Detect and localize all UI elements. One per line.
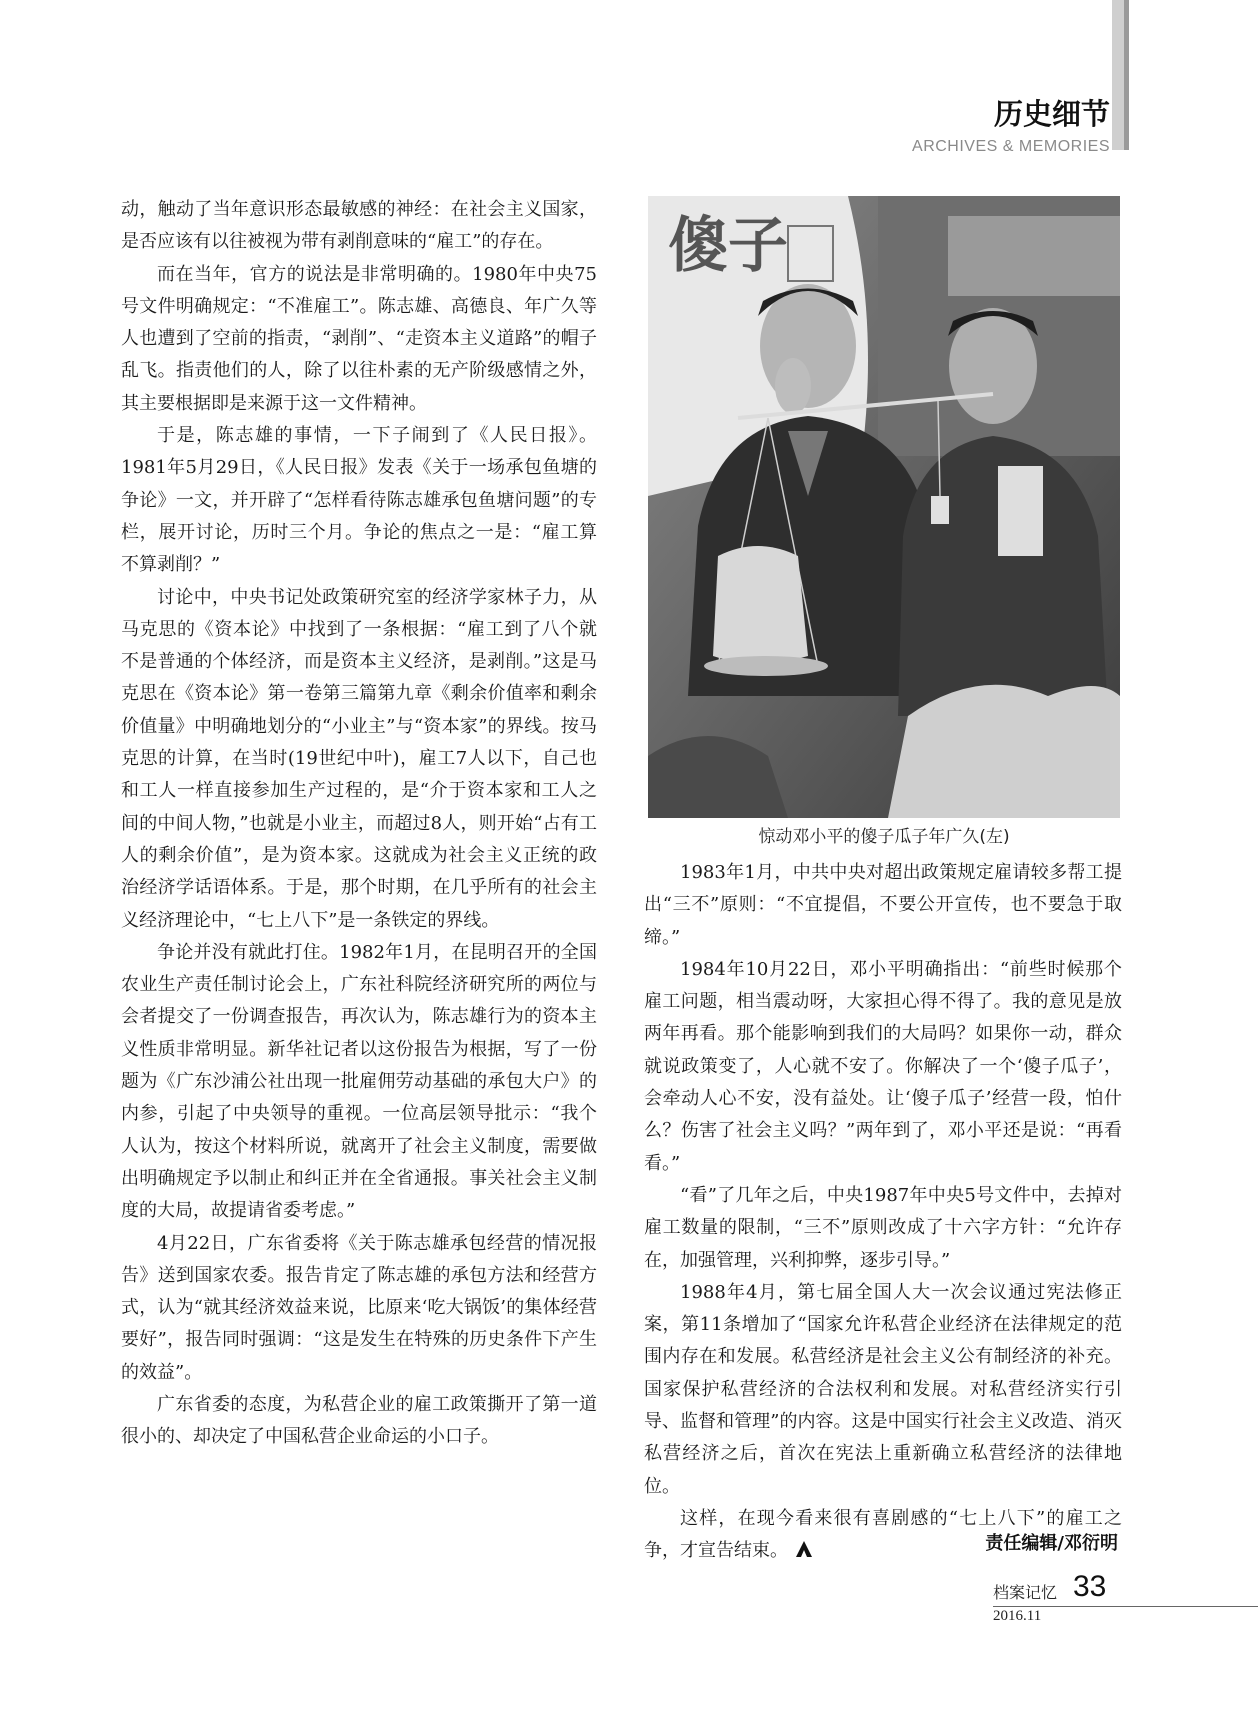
left-text-column (121, 194, 597, 1454)
paragraph: 广东省委的态度，为私营企业的雇工政策撕开了第一道很小的、却决定了中国私营企业命运的小口子。 (121, 1393, 597, 1448)
paragraph: 动，触动了当年意识形态最敏感的神经：在社会主义国家，是否应该有以往被视为带有剥削意味的“雇工”的存在。 (121, 199, 597, 253)
paragraph: “看”了几年之后，中央1987年中央5号文件中，去掉对雇工数量的限制，“三不”原则改成了十六字方针：“允许存在，加强管理，兴利抑弊，逐步引导。” (644, 1184, 1122, 1271)
page-number: 33 (1073, 1570, 1107, 1603)
paragraph: 1983年1月，中共中央对超出政策规定雇请较多帮工提出“三不”原则：“不宜提倡，不要公开宣传，也不要急于取缔。” (644, 862, 1122, 948)
paragraph: 4月22日，广东省委将《关于陈志雄承包经营的情况报告》送到国家农委。报告肯定了陈志雄的承包方法和经营方式，认为“就其经济效益来说，比原来‘吃大锅饭’的集体经营要好”，报告同时强调：“这是发生在特殊的历史条件下产生的效益”。 (121, 1232, 597, 1383)
closing-text: 这样，在现今看来很有喜剧感的“七上八下”的雇工之争，才宣告结束。 (644, 1507, 1122, 1562)
paragraph: 而在当年，官方的说法是非常明确的。1980年中央75号文件明确规定：“不准雇工”。陈志雄、高德良、年广久等人也遭到了空前的指责，“剥削”、“走资本主义道路”的帽子乱飞。指责他们的人，除了以往朴素的无产阶级感情之外，其主要根据即是来源于这一文件精神。 (121, 263, 597, 414)
historical-photo (648, 196, 1120, 818)
sign-text: 傻子 (668, 211, 788, 281)
end-mark-icon (794, 1539, 814, 1559)
paragraph: 争论并没有就此打住。1982年1月，在昆明召开的全国农业生产责任制讨论会上，广东社科院经济研究所的两位与会者提交了一份调查报告，再次认为，陈志雄行为的资本主义性质非常明显。新华社记者以这份报告为根据，写了一份题为《广东沙浦公社出现一批雇佣劳动基础的承包大户》的内参，引起了中央领导的重视。一位高层领导批示：“我个人认为，按这个材料所说，就离开了社会主义制度，需要做出明确规定予以制止和纠正并在全省通报。事关社会主义制度的大局，故提请省委考虑。” (121, 941, 597, 1222)
issue-date: 2016.11 (993, 1608, 1042, 1624)
photo-illustration (648, 196, 1120, 818)
decorative-side-bar-dark (1124, 0, 1129, 150)
footer-divider (993, 1606, 1258, 1607)
photo-caption: 惊动邓小平的傻子瓜子年广久(左) (758, 827, 1010, 847)
paragraph: 1984年10月22日，邓小平明确指出：“前些时候那个雇工问题，相当震动呀，大家担心得不得了。我的意见是放两年再看。那个能影响到我们的大局吗？如果你一动，群众就说政策变了，人心就不安了。你解决了一个‘傻子瓜子’，会牵动人心不安，没有益处。让‘傻子瓜子’经营一段，怕什么？伤害了社会主义吗？”两年到了，邓小平还是说：“再看看。” (644, 958, 1122, 1174)
paragraph: 1988年4月，第七届全国人大一次会议通过宪法修正案，第11条增加了“国家允许私营企业经济在法律规定的范围内存在和发展。私营经济是社会主义公有制经济的补充。国家保护私营经济的合法权利和发展。对私营经济实行引导、监督和管理”的内容。这是中国实行社会主义改造、消灭私营经济之后，首次在宪法上重新确立私营经济的法律地位。 (644, 1281, 1122, 1497)
section-subtitle: ARCHIVES & MEMORIES (912, 138, 1110, 155)
paragraph: 于是，陈志雄的事情，一下子闹到了《人民日报》。1981年5月29日，《人民日报》发表《关于一场承包鱼塘的争论》一文，并开辟了“怎样看待陈志雄承包鱼塘问题”的专栏，展开讨论，历时三个月。争论的焦点之一是：“雇工算不算剥削？” (121, 425, 597, 576)
paragraph: 讨论中，中央书记处政策研究室的经济学家林子力，从马克思的《资本论》中找到了一条根据：“雇工到了八个就不是普通的个体经济，而是资本主义经济，是剥削。”这是马克思在《资本论》第一卷第三篇第九章《剩余价值率和剩余价值量》中明确地划分的“小业主”与“资本家”的界线。按马克思的计算，在当时(19世纪中叶)，雇工7人以下，自己也和工人一样直接参加生产过程的，是“介于资本家和工人之间的中间人物，”也就是小业主，而超过8人，则开始“占有工人的剩余价值”，是为资本家。这就成为社会主义正统的政治经济学话语体系。于是，那个时期，在几乎所有的社会主义经济理论中，“七上八下”是一条铁定的界线。 (121, 586, 597, 931)
editor-credit: 责任编辑/邓衍明 (985, 1533, 1118, 1554)
decorative-side-bar (1112, 0, 1124, 150)
section-title: 历史细节 (993, 97, 1110, 131)
magazine-name: 档案记忆 (993, 1583, 1058, 1602)
right-text-column (644, 857, 1122, 1568)
